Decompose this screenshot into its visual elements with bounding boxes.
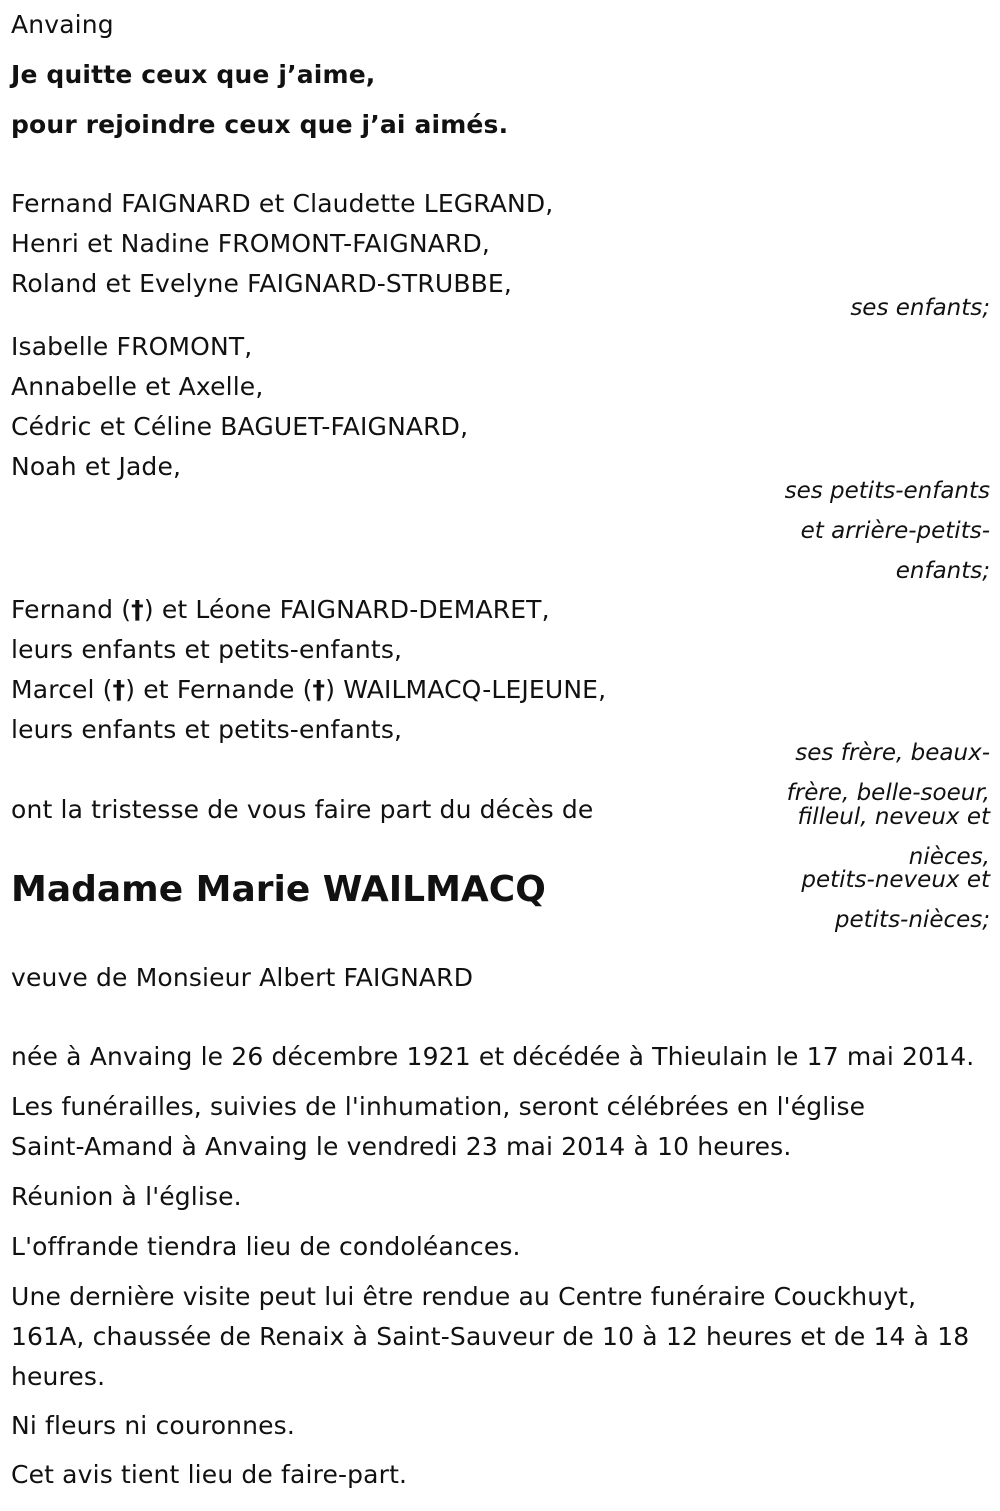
grandchildren-line-4: Noah et Jade, — [11, 452, 182, 481]
siblings-line-3-a: Marcel ( — [11, 675, 113, 704]
grandchildren-line-1: Isabelle FROMONT, — [11, 332, 253, 361]
siblings-line-4: leurs enfants et petits-enfants, — [11, 715, 403, 744]
meeting: Réunion à l'église. — [11, 1182, 242, 1211]
siblings-line-2: leurs enfants et petits-enfants, — [11, 635, 403, 664]
grandchildren-relation-3: enfants; — [895, 558, 990, 584]
siblings-relation-6: petits-nièces; — [834, 907, 990, 933]
quote-line-1: Je quitte ceux que j’aime, — [11, 60, 376, 89]
grandchildren-relation-1: ses petits-enfants — [784, 478, 990, 504]
visit-line-1: Une dernière visite peut lui être rendue au Centre funéraire Couckhuyt, — [11, 1282, 917, 1311]
siblings-line-1 — [11, 595, 550, 625]
siblings-relation-2: frère, belle-soeur, — [786, 780, 990, 806]
siblings-relation-4: nièces, — [908, 844, 990, 870]
grandchildren-line-3: Cédric et Céline BAGUET-FAIGNARD, — [11, 412, 469, 441]
deceased-name: Madame Marie WAILMACQ — [11, 869, 546, 910]
funeral-line-2: Saint-Amand à Anvaing le vendredi 23 mai 2014 à 10 heures. — [11, 1132, 792, 1161]
cross-icon: † — [131, 595, 144, 624]
children-line-1: Fernand FAIGNARD et Claudette LEGRAND, — [11, 189, 554, 218]
siblings-line-3-c: ) WAILMACQ-LEJEUNE, — [325, 675, 607, 704]
quote-line-2: pour rejoindre ceux que j’ai aimés. — [11, 110, 509, 139]
flowers: Ni fleurs ni couronnes. — [11, 1411, 295, 1440]
siblings-relation-3: filleul, neveux et — [797, 804, 990, 830]
children-line-3: Roland et Evelyne FAIGNARD-STRUBBE, — [11, 269, 512, 298]
funeral-line-1: Les funérailles, suivies de l'inhumation, seront célébrées en l'église — [11, 1092, 866, 1121]
widow-of: veuve de Monsieur Albert FAIGNARD — [11, 963, 474, 992]
visit-line-2: 161A, chaussée de Renaix à Saint-Sauveur de 10 à 12 heures et de 14 à 18 — [11, 1322, 970, 1351]
cross-icon: † — [112, 675, 126, 704]
siblings-relation-5: petits-neveux et — [801, 867, 990, 893]
siblings-line-1-b: ) et Léone FAIGNARD-DEMARET, — [143, 595, 550, 624]
siblings-line-3-b: ) et Fernande ( — [125, 675, 313, 704]
children-relation: ses enfants; — [850, 295, 990, 321]
notice: Cet avis tient lieu de faire-part. — [11, 1460, 408, 1489]
siblings-relation-1: ses frère, beaux- — [795, 740, 990, 766]
offering: L'offrande tiendra lieu de condoléances. — [11, 1232, 521, 1261]
children-line-2: Henri et Nadine FROMONT-FAIGNARD, — [11, 229, 490, 258]
birth-death: née à Anvaing le 26 décembre 1921 et décédée à Thieulain le 17 mai 2014. — [11, 1042, 975, 1071]
cross-icon: † — [312, 675, 326, 704]
siblings-line-3 — [11, 675, 606, 705]
siblings-line-1-a: Fernand ( — [11, 595, 132, 624]
visit-line-3: heures. — [11, 1362, 106, 1391]
grandchildren-line-2: Annabelle et Axelle, — [11, 372, 264, 401]
announcement: ont la tristesse de vous faire part du décès de — [11, 795, 594, 824]
grandchildren-relation-2: et arrière-petits- — [800, 518, 990, 544]
place-name: Anvaing — [11, 10, 114, 39]
